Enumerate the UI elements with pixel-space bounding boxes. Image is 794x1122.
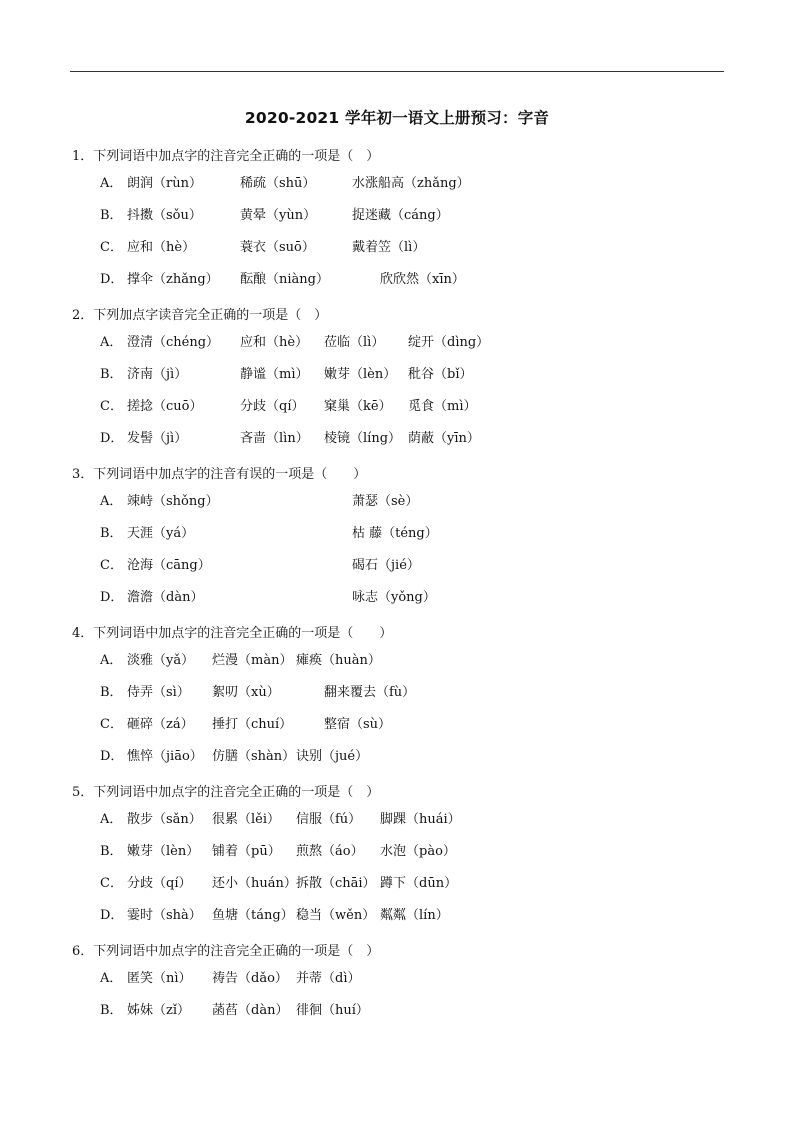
q3-option-c-item-2: 碣石（jié）: [352, 558, 420, 573]
q3-option-b-item-1: 天涯（yá）: [127, 526, 195, 541]
q3-option-b-letter: B．: [100, 526, 123, 541]
page-title: 2020-2021 学年初一语文上册预习：字音: [244, 109, 550, 127]
q3-option-a-item-1: 竦峙（shǒng）: [127, 494, 219, 509]
q1-option-b-letter: B．: [100, 208, 123, 223]
q3-option-b-item-2: 枯 藤（téng）: [352, 526, 438, 541]
q4-option-b-item-2: 絮叨（xù）: [212, 685, 280, 700]
q2-option-c-item-1: 搓捻（cuō）: [127, 399, 203, 414]
q6-option-a-letter: A．: [100, 971, 123, 986]
q4-option-b-item-1: 侍弄（sì）: [127, 685, 190, 700]
q5-option-d-item-3: 稳当（wěn）: [296, 908, 376, 923]
q5-option-a-item-2: 很累（lěi）: [212, 812, 281, 827]
q4-option-d-item-3: 诀别（jué）: [296, 749, 369, 764]
q4-option-d-item-1: 憔悴（jiāo）: [127, 749, 203, 764]
q6-option-b-item-1: 姊妹（zǐ）: [127, 1003, 191, 1018]
q1-option-c-item-2: 蓑衣（suō）: [240, 240, 315, 255]
q5-option-c-letter: C．: [100, 876, 123, 891]
q1-option-a-item-1: 朗润（rùn）: [127, 176, 202, 191]
q1-option-b-item-3: 捉迷藏（cáng）: [352, 208, 449, 223]
q2-option-d-item-2: 吝啬（lìn）: [240, 431, 309, 446]
q5-option-d-item-2: 鱼塘（táng）: [212, 908, 294, 923]
q3-option-c-letter: C．: [100, 558, 123, 573]
q5-option-b-item-4: 水泡（pào）: [380, 844, 456, 859]
q6-option-b-item-3: 徘徊（huí）: [296, 1003, 369, 1018]
header-rule: [70, 71, 724, 72]
q2-option-c-item-2: 分歧（qí）: [240, 399, 305, 414]
q3-option-d-letter: D．: [100, 590, 124, 605]
q5-option-a-letter: A．: [100, 812, 123, 827]
q5-option-b-item-2: 铺着（pū）: [212, 844, 281, 859]
q1-option-d-item-1: 撑伞（zhǎng）: [127, 272, 219, 287]
q4-option-d-letter: D．: [100, 749, 124, 764]
q4-option-c-letter: C．: [100, 717, 123, 732]
q1-option-c-item-1: 应和（hè）: [127, 240, 196, 255]
q5-option-d-letter: D．: [100, 908, 124, 923]
q5-option-d-item-4: 粼粼（lín）: [380, 908, 449, 923]
q4-option-a-item-2: 烂漫（màn）: [212, 653, 293, 668]
q2-option-d-letter: D．: [100, 431, 124, 446]
q5-option-b-letter: B．: [100, 844, 123, 859]
q5-option-c-item-4: 蹲下（dūn）: [380, 876, 458, 891]
q2-option-b-item-2: 静谧（mì）: [240, 367, 309, 382]
q5-option-c-item-3: 拆散（chāi）: [296, 876, 376, 891]
q2-option-b-item-4: 秕谷（bǐ）: [408, 367, 473, 382]
q6-option-a-item-1: 匿笑（nì）: [127, 971, 192, 986]
q5-option-b-item-3: 煎熬（áo）: [296, 844, 364, 859]
q1-option-a-item-3: 水涨船高（zhǎng）: [352, 176, 470, 191]
q4-option-d-item-2: 仿膳（shàn）: [212, 749, 296, 764]
q5-option-b-item-1: 嫩芽（lèn）: [127, 844, 200, 859]
q2-option-d-item-3: 棱镜（líng）: [324, 431, 402, 446]
q4-option-a-item-3: 瘫痪（huàn）: [296, 653, 381, 668]
q6-option-b-item-2: 菡萏（dàn）: [212, 1003, 289, 1018]
q3-option-d-item-2: 咏志（yǒng）: [352, 590, 436, 605]
q4-option-a-letter: A．: [100, 653, 123, 668]
q5-option-c-item-1: 分歧（qí）: [127, 876, 192, 891]
q2-option-d-item-1: 发髻（jì）: [127, 431, 188, 446]
q3-option-a-letter: A．: [100, 494, 123, 509]
q1-option-b-item-2: 黄晕（yùn）: [240, 208, 317, 223]
q2-option-c-letter: C．: [100, 399, 123, 414]
q2-option-a-item-1: 澄清（chéng）: [127, 335, 220, 350]
q6-option-b-letter: B．: [100, 1003, 123, 1018]
q1-option-c-item-3: 戴着笠（lì）: [352, 240, 426, 255]
q3-option-c-item-1: 沧海（cāng）: [127, 558, 211, 573]
question-6-stem: 6．下列词语中加点字的注音完全正确的一项是（ ）: [72, 944, 380, 959]
q3-option-d-item-1: 澹澹（dàn）: [127, 590, 204, 605]
q4-option-b-item-3: 翻来覆去（fù）: [324, 685, 416, 700]
q1-option-d-item-2: 酝酿（niàng）: [240, 272, 329, 287]
q4-option-a-item-1: 淡雅（yǎ）: [127, 653, 195, 668]
q4-option-c-item-2: 捶打（chuí）: [212, 717, 293, 732]
q3-option-a-item-2: 萧瑟（sè）: [352, 494, 419, 509]
question-2-stem: 2．下列加点字读音完全正确的一项是（ ）: [72, 308, 328, 323]
q5-option-a-item-1: 散步（sǎn）: [127, 812, 202, 827]
question-4-stem: 4．下列词语中加点字的注音完全正确的一项是（ ）: [72, 626, 393, 641]
q2-option-c-item-3: 窠巢（kē）: [324, 399, 392, 414]
q5-option-c-item-2: 还小（huán）: [212, 876, 297, 891]
q4-option-c-item-3: 整宿（sù）: [324, 717, 392, 732]
q1-option-d-letter: D．: [100, 272, 124, 287]
q1-option-b-item-1: 抖擞（sǒu）: [127, 208, 202, 223]
question-1-stem: 1．下列词语中加点字的注音完全正确的一项是（ ）: [72, 149, 380, 164]
question-5-stem: 5．下列词语中加点字的注音完全正确的一项是（ ）: [72, 785, 380, 800]
q2-option-d-item-4: 荫蔽（yīn）: [408, 431, 480, 446]
q1-option-a-item-2: 稀疏（shū）: [240, 176, 316, 191]
q2-option-a-item-2: 应和（hè）: [240, 335, 309, 350]
q2-option-b-item-3: 嫩芽（lèn）: [324, 367, 397, 382]
q1-option-a-letter: A．: [100, 176, 123, 191]
q6-option-a-item-3: 并蒂（dì）: [296, 971, 361, 986]
q2-option-c-item-4: 觅食（mì）: [408, 399, 477, 414]
q1-option-d-item-3: 欣欣然（xīn）: [380, 272, 465, 287]
q2-option-b-item-1: 济南（jì）: [127, 367, 188, 382]
q6-option-a-item-2: 祷告（dǎo）: [212, 971, 288, 986]
q2-option-a-item-4: 绽开（dìng）: [408, 335, 490, 350]
q2-option-a-letter: A．: [100, 335, 123, 350]
q2-option-a-item-3: 莅临（lì）: [324, 335, 385, 350]
q4-option-c-item-1: 砸碎（zá）: [127, 717, 194, 732]
q5-option-a-item-3: 信服（fú）: [296, 812, 362, 827]
q4-option-b-letter: B．: [100, 685, 123, 700]
question-3-stem: 3．下列词语中加点字的注音有误的一项是（ ）: [72, 467, 367, 482]
q5-option-a-item-4: 脚踝（huái）: [380, 812, 461, 827]
q5-option-d-item-1: 霎时（shà）: [127, 908, 202, 923]
q2-option-b-letter: B．: [100, 367, 123, 382]
q1-option-c-letter: C．: [100, 240, 123, 255]
